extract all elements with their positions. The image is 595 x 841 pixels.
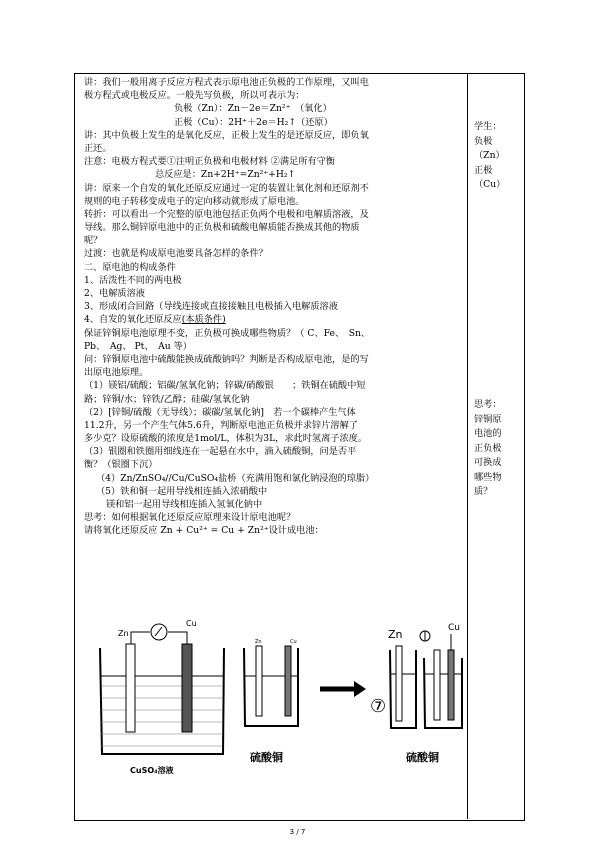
- text-line: （4）Zn/ZnSO₄//Cu/CuSO₄盐桥（充满用饱和氯化钠浸泡的琼脂）: [96, 472, 375, 484]
- text-line: 呢？: [84, 235, 103, 247]
- left-caption: CuSO₄溶液: [130, 766, 174, 775]
- text-line: 保证锌铜原电池原理不变，正负极可换成哪些物质？（ C、Fe、 Sn、: [84, 327, 371, 339]
- side-note-line: 电池的: [474, 428, 502, 439]
- right-beaker-1: [390, 650, 416, 728]
- side-note-line: （Cu）: [474, 179, 506, 190]
- column-divider: [467, 73, 468, 819]
- text-line: （1）镁铝/硫酸；铝碳/氢氧化钠；锌碳/硝酸银 ；铁铜在硫酸中短: [84, 380, 366, 392]
- side-note-line: 正负极: [474, 442, 502, 454]
- text-line: 规则的电子转移变成电子的定向移动就形成了原电池。: [84, 195, 305, 207]
- cu-electrode: [182, 644, 192, 732]
- text-line: 1、活泼性不同的两电极: [84, 274, 182, 286]
- right-beaker-2: [424, 658, 462, 728]
- side-note-line: 思考：: [474, 399, 502, 410]
- essential-condition-note: (本质条件): [181, 314, 226, 326]
- mid-cu-label: Cu: [290, 639, 297, 645]
- side-note-line: （Zn）: [474, 150, 505, 161]
- text-line: 极方程式或电极反应。一般先写负极，所以可表示为：: [84, 90, 305, 102]
- text-line: 2、电解质溶液: [84, 288, 145, 299]
- text-line: 多少克？设原硫酸的浓度是1mol/L，体积为3L，求此时氢离子浓度。: [84, 433, 368, 445]
- galvanometer-icon: [151, 624, 167, 640]
- side-note-line: 质？: [474, 486, 493, 497]
- right-cu-label: Cu: [448, 623, 460, 633]
- text-line: 总反应是：Zn+2H⁺=Zn²⁺+H₂↑: [155, 169, 296, 181]
- text-line: 衡？（银圈下沉）: [84, 459, 158, 471]
- text-line: 正极（Cu）：2H⁺＋2e＝H₂↑（还原）: [174, 116, 333, 128]
- text-line: 4、自发的氧化还原反应(本质条件): [84, 314, 226, 326]
- mid-caption: 硫酸铜: [250, 751, 283, 764]
- side-note-line: 哪些物: [474, 471, 502, 483]
- text-line: （3）银圈和铁圈用细线连在一起悬在水中，滴入硫酸铜，问是否平: [84, 446, 357, 458]
- text-line: 思考：如何根据氧化还原反应原理来设计原电池呢？: [84, 512, 296, 524]
- mid-zn-label: Zn: [255, 639, 262, 645]
- text-line: 出原电池原理。: [84, 367, 149, 379]
- left-zn-label: Zn: [118, 629, 129, 638]
- page-number: 3 / 7: [289, 828, 306, 836]
- galvanic-cell-diagram: [100, 619, 224, 775]
- text-line: 问：锌铜原电池中硫酸能换成硫酸钠吗？判断是否构成原电池，是的写: [84, 353, 369, 365]
- lesson-content: [84, 76, 464, 538]
- text-line: 请将氧化还原反应 Zn + Cu²⁺ = Cu + Zn²⁺设计成电池：: [84, 525, 324, 537]
- text-line: 注意：电极方程式要①注明正负极和电极材料 ②满足所有守衡: [84, 156, 335, 168]
- right-caption: 硫酸铜: [406, 751, 439, 764]
- text-line: 转折：可以看出一个完整的原电池包括正负两个电极和电解质溶液，及: [84, 208, 369, 220]
- side-note-line: 负极: [474, 135, 493, 147]
- right-cu-electrode: [448, 650, 454, 720]
- arrow-icon: [320, 681, 366, 697]
- text-line: （2）[锌铜/硫酸（无导线）；碳碳/氢氧化钠] 若一个碳棒产生气体: [84, 406, 356, 418]
- text-line: 3、形成闭合回路（导线连接或直接接触且电极插入电解质溶液: [84, 301, 338, 313]
- text-line: 路；锌铜/水；锌铁/乙醇；硅碳/氢氧化钠: [84, 393, 250, 405]
- text-line: 过渡：也就是构成原电池要具备怎样的条件？: [84, 248, 268, 260]
- right-cell-diagram: [370, 623, 462, 764]
- right-zn-label: Zn: [388, 628, 403, 641]
- right-number: ⑦: [370, 696, 387, 717]
- text-line: 正还。: [84, 142, 112, 154]
- student-note: [470, 120, 526, 193]
- text-line: 11.2升，另一个产生气体5.6升，判断原电池正负极并求锌片溶解了: [84, 419, 358, 431]
- text-line: 镁和铝一起用导线相连插入氢氧化钠中: [106, 499, 263, 510]
- text-line: （5）铁和铜一起用导线相连插入浓硝酸中: [96, 485, 268, 497]
- text-line: 讲：其中负极上发生的是氧化反应，正极上发生的是还原反应，即负氧: [84, 129, 369, 141]
- battery-diagrams: [84, 606, 464, 816]
- zn-electrode: [126, 644, 135, 732]
- text-line: 讲：原来一个自发的氧化还原反应通过一定的装置让氧化剂和还原剂不: [84, 182, 369, 194]
- side-note-line: 学生：: [474, 121, 502, 132]
- middle-cell-diagram: [244, 639, 298, 764]
- side-note-line: 可换成: [474, 457, 502, 468]
- text-line: 导线。那么铜锌原电池中的正负极和硫酸电解质能否换成其他的物质: [84, 222, 360, 234]
- battery-diagrams-svg: [84, 606, 464, 816]
- text-line: Pb、 Ag、 Pt、 Au 等）: [84, 340, 192, 352]
- side-note-line: 正极: [474, 164, 493, 176]
- right-zn-electrode: [396, 646, 402, 721]
- think-note: [470, 398, 526, 500]
- text-line: 二、原电池的构成条件: [84, 261, 176, 273]
- mid-zn-electrode: [256, 646, 262, 716]
- side-note-line: 锌铜原: [474, 413, 502, 425]
- left-cu-label: Cu: [186, 619, 197, 628]
- mid-cu-electrode: [285, 646, 291, 716]
- left-wire-1: [131, 632, 150, 644]
- left-beaker: [100, 648, 224, 754]
- text-line: 讲：我们一般用离子反应方程式表示原电池正负极的工作原理，又叫电: [84, 77, 369, 88]
- left-wire-2: [168, 632, 187, 644]
- text-line: 负极（Zn）：Zn－2e＝Zn²⁺ （氧化）: [174, 103, 332, 115]
